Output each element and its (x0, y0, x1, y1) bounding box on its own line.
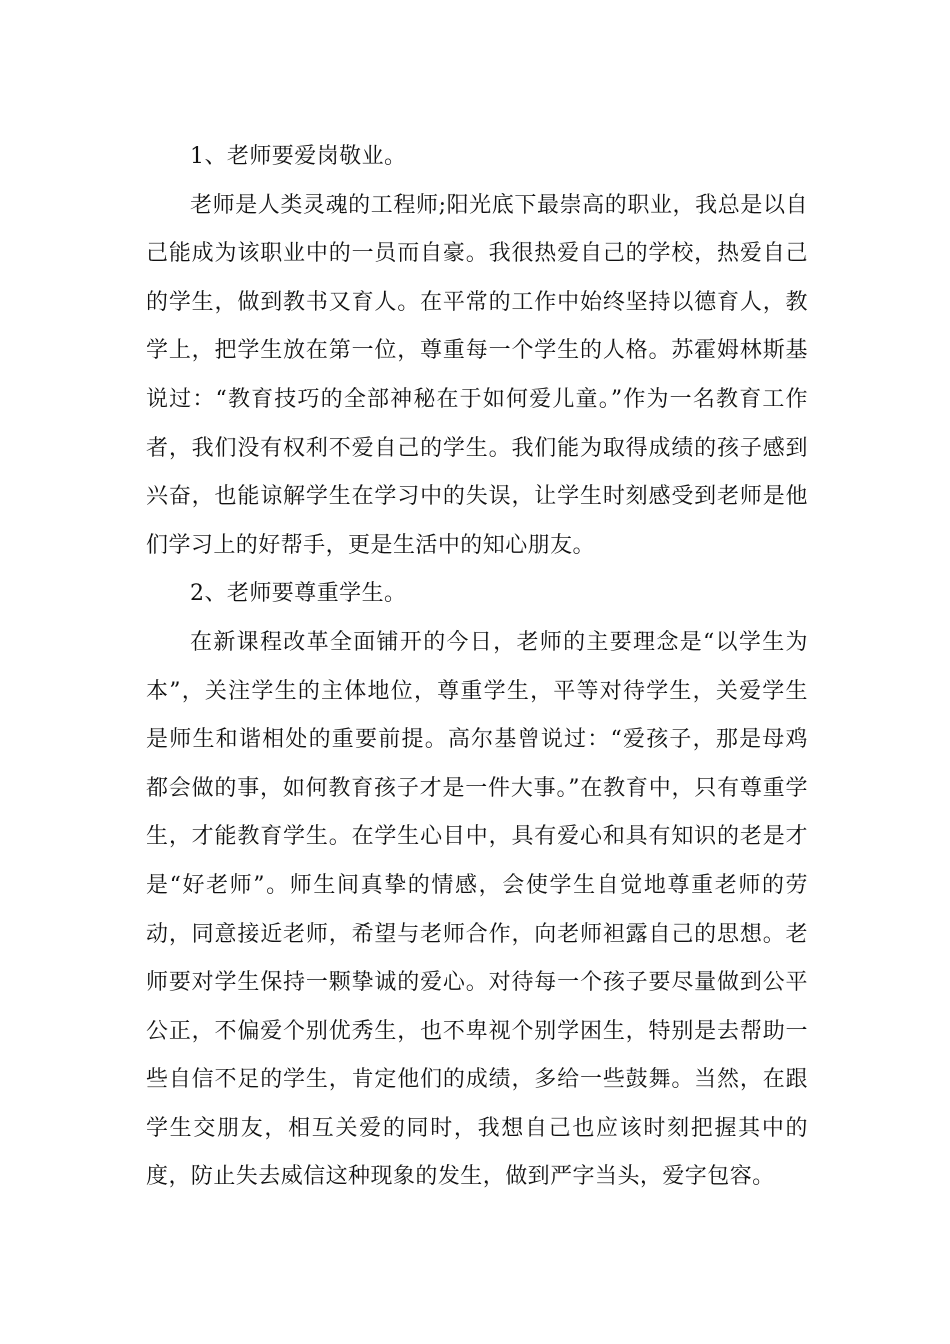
document-page (146, 133, 808, 1202)
section-1-heading: 1、老师要爱岗敬业。 (190, 144, 407, 169)
section-2-paragraph: 在新课程改革全面铺开的今日，老师的主要理念是“以学生为本”，关注学生的主体地位，尊重学生，平等对待学生，关爱学生是师生和谐相处的重要前提。高尔基曾说过：“爱孩子，那是母鸡都会做的事，如何教育孩子才是一件大事。”在教育中，只有尊重学生，才能教育学生。在学生心目中，具有爱心和具有知识的老是才是“好老师”。师生间真挚的情感，会使学生自觉地尊重老师的劳动，同意接近老师，希望与老师合作，向老师袒露自己的思想。老师要对学生保持一颗挚诚的爱心。对待每一个孩子要尽量做到公平公正，不偏爱个别优秀生，也不卑视个别学困生，特别是去帮助一些自信不足的学生，肯定他们的成绩，多给一些鼓舞。当然，在跟学生交朋友，相互关爱的同时，我想自己也应该时刻把握其中的度，防止失去威信这种现象的发生，做到严字当头，爱字包容。 (146, 629, 808, 1190)
section-1-paragraph: 老师是人类灵魂的工程师;阳光底下最崇高的职业，我总是以自己能成为该职业中的一员而自豪。我很热爱自己的学校，热爱自己的学生，做到教书又育人。在平常的工作中始终坚持以德育人，教学上，把学生放在第一位，尊重每一个学生的人格。苏霍姆林斯基说过：“教育技巧的全部神秘在于如何爱儿童。”作为一名教育工作者，我们没有权利不爱自己的学生。我们能为取得成绩的孩子感到兴奋，也能谅解学生在学习中的失误，让学生时刻感受到老师是他们学习上的好帮手，更是生活中的知心朋友。 (146, 192, 808, 558)
section-2-heading: 2、老师要尊重学生。 (190, 581, 407, 607)
